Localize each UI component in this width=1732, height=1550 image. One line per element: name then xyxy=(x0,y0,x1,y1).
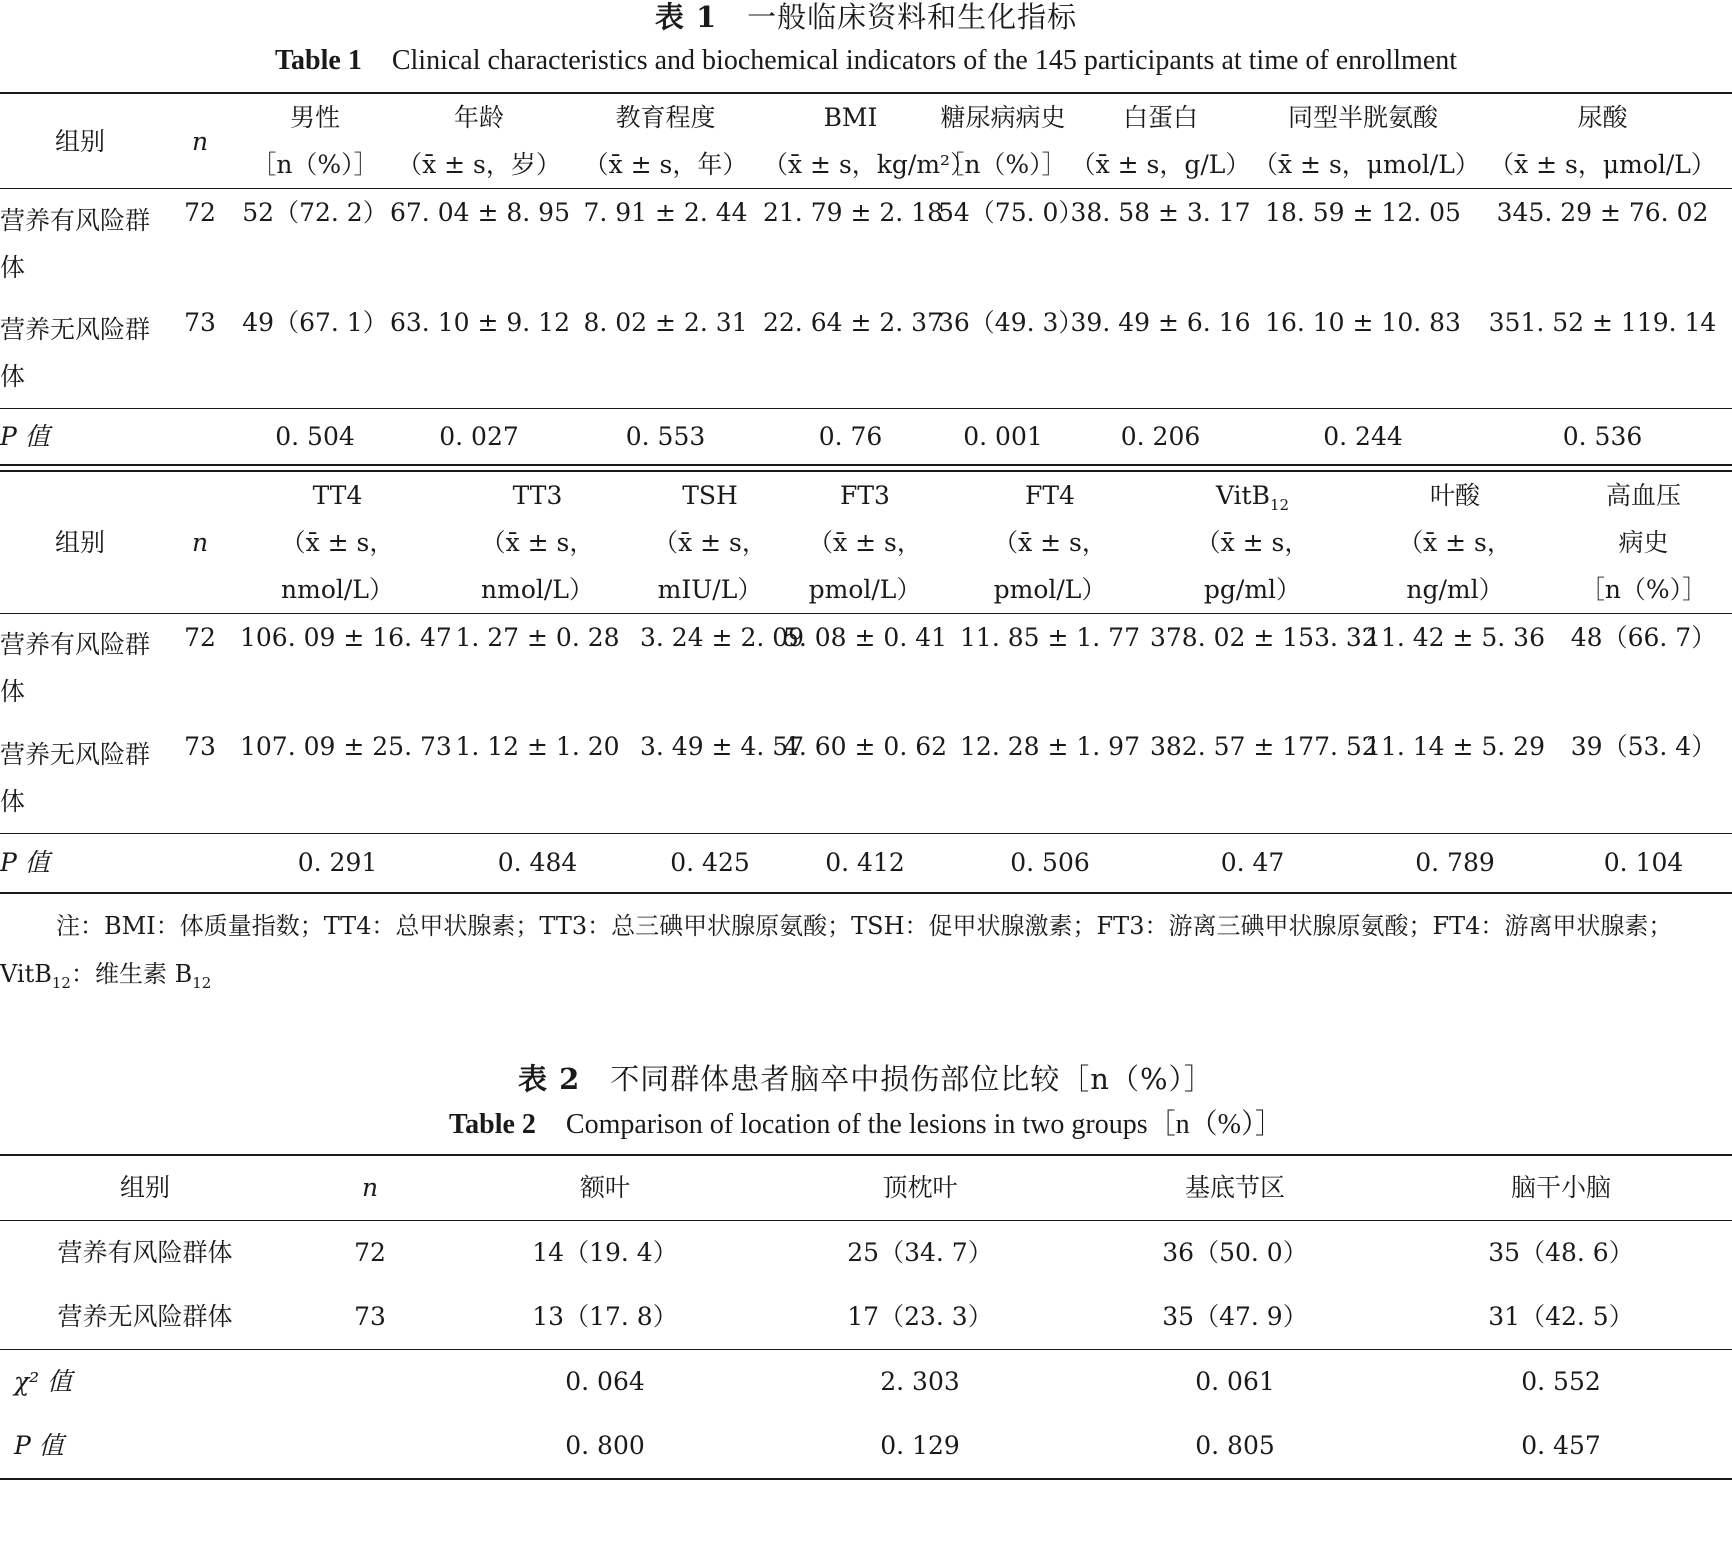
group-cell: 营养有风险群体 xyxy=(0,630,151,707)
value-cell: 106. 09 ± 16. 47 xyxy=(240,622,452,652)
p-value-cell: 0. 47 xyxy=(1220,848,1285,878)
col-unit: ng/ml） xyxy=(1406,574,1504,604)
value-cell: 1. 27 ± 0. 28 xyxy=(455,622,620,652)
p-value-cell: 0. 291 xyxy=(297,848,378,878)
value-cell: 39. 49 ± 6. 16 xyxy=(1070,307,1251,337)
p-value-row xyxy=(0,1414,1732,1479)
chi-value-cell: 0. 064 xyxy=(565,1367,645,1396)
col-unit: ［n（%）］ xyxy=(1579,574,1708,604)
col-unit: ［n（%）］ xyxy=(251,150,379,179)
col-unit: pmol/L） xyxy=(808,574,922,604)
chi-square-row xyxy=(0,1350,1732,1415)
col-header: 额叶 xyxy=(579,1173,630,1202)
table1-label-cn: 表 1 xyxy=(654,0,718,34)
value-cell: 13（17. 8） xyxy=(532,1302,678,1331)
group-cell: 营养无风险群体 xyxy=(57,1302,233,1331)
col-header: TT4 xyxy=(312,480,363,510)
col-header: TT3 xyxy=(512,480,563,510)
table2-label-cn: 表 2 xyxy=(517,1062,581,1096)
p-value-cell: 0. 536 xyxy=(1562,421,1643,451)
col-unit: （x̄ ± s，g/L） xyxy=(1070,150,1251,179)
value-cell: 49（67. 1） xyxy=(242,307,388,337)
n-cell: 72 xyxy=(184,622,216,652)
p-value-cell: 0. 789 xyxy=(1415,848,1495,878)
col-stat: （x̄ ± s， xyxy=(993,527,1107,557)
table2-title-en: Table 2 Comparison of location of the lesions in two groups［n（%）］ xyxy=(449,1109,1283,1140)
table-row xyxy=(0,723,1732,833)
value-cell: 11. 85 ± 1. 77 xyxy=(960,622,1140,652)
table1-title-cn: 表 1 一般临床资料和生化指标 xyxy=(654,0,1078,34)
header-row xyxy=(0,1155,1732,1221)
col-stat: 病史 xyxy=(1618,527,1669,557)
value-cell: 11. 42 ± 5. 36 xyxy=(1365,622,1545,652)
header-row xyxy=(0,471,1732,519)
p-label: P 值 xyxy=(0,848,50,878)
value-cell: 11. 14 ± 5. 29 xyxy=(1365,732,1545,761)
table2-title-cn: 表 2 不同群体患者脑卒中损伤部位比较［n（%）］ xyxy=(517,1062,1214,1096)
col-stat: （x̄ ± s， xyxy=(480,527,595,557)
value-cell: 14（19. 4） xyxy=(532,1238,678,1267)
group-cell: 营养无风险群体 xyxy=(0,315,151,392)
p-value-cell: 0. 001 xyxy=(963,421,1043,451)
col-header: 高血压 xyxy=(1605,480,1681,510)
table-row xyxy=(0,1221,1732,1286)
value-cell: 63. 10 ± 9. 12 xyxy=(390,307,570,337)
col-header: FT3 xyxy=(840,480,890,510)
n-cell: 73 xyxy=(354,1302,386,1331)
col-unit: mIU/L） xyxy=(657,574,763,604)
group-header: 组别 xyxy=(119,1173,170,1202)
col-unit: （x̄ ± s，岁） xyxy=(397,150,561,179)
p-label: P 值 xyxy=(0,421,50,451)
col-header: 顶枕叶 xyxy=(882,1173,958,1202)
value-cell: 351. 52 ± 119. 14 xyxy=(1488,307,1717,337)
chi-label: χ² 值 xyxy=(14,1367,73,1396)
value-cell: 67. 04 ± 8. 95 xyxy=(390,198,570,227)
p-value-cell: 0. 805 xyxy=(1195,1431,1275,1460)
group-cell: 营养有风险群体 xyxy=(0,205,151,282)
col-stat: （x̄ ± s， xyxy=(653,527,767,557)
table1-part1 xyxy=(0,92,1732,466)
p-value-row xyxy=(0,833,1732,893)
col-header: VitB$_{12}$ xyxy=(1215,480,1290,514)
value-cell: 3. 49 ± 4. 57 xyxy=(640,732,805,761)
col-header: 男性 xyxy=(289,103,340,132)
p-value-row xyxy=(0,409,1732,465)
value-cell: 39（53. 4） xyxy=(1570,732,1717,761)
col-unit: （x̄ ± s，μmol/L） xyxy=(1253,150,1480,179)
p-value-cell: 0. 412 xyxy=(825,848,905,878)
n-cell: 72 xyxy=(354,1238,386,1267)
col-header: 基底节区 xyxy=(1184,1173,1285,1202)
p-value-cell: 0. 76 xyxy=(818,421,883,451)
col-header: 同型半胱氨酸 xyxy=(1287,103,1438,132)
col-unit: nmol/L） xyxy=(481,574,594,604)
chi-value-cell: 0. 061 xyxy=(1195,1367,1275,1396)
col-unit: pmol/L） xyxy=(993,574,1107,604)
p-value-cell: 0. 457 xyxy=(1521,1431,1601,1460)
p-value-cell: 0. 244 xyxy=(1323,421,1403,451)
n-cell: 73 xyxy=(184,307,216,337)
col-unit: pg/ml） xyxy=(1203,574,1302,604)
table2-label-en: Table 2 xyxy=(449,1109,536,1140)
table-row xyxy=(0,189,1732,299)
table1-label-en: Table 1 xyxy=(274,45,362,76)
p-value-cell: 0. 027 xyxy=(439,421,519,451)
col-unit: （x̄ ± s，kg/m²） xyxy=(763,150,976,179)
value-cell: 18. 59 ± 12. 05 xyxy=(1265,198,1461,227)
value-cell: 8. 02 ± 2. 31 xyxy=(583,307,748,337)
col-stat: （x̄ ± s， xyxy=(1195,527,1310,557)
p-value-cell: 0. 506 xyxy=(1010,848,1090,878)
table-row xyxy=(0,613,1732,723)
table-row xyxy=(0,299,1732,409)
value-cell: 1. 12 ± 1. 20 xyxy=(455,732,620,761)
table2 xyxy=(0,1154,1732,1480)
header-row-units xyxy=(0,141,1732,189)
col-header: 糖尿病病史 xyxy=(940,103,1066,132)
table1-title-en: Table 1 Clinical characteristics and biochemical indicators of the 145 participants at time of enrollment xyxy=(274,45,1458,76)
col-unit: （x̄ ± s，μmol/L） xyxy=(1489,150,1716,179)
value-cell: 52（72. 2） xyxy=(242,198,388,227)
header-row-stat xyxy=(0,519,1732,566)
table1-footnote: 注：BMI：体质量指数；TT4：总甲状腺素；TT3：总三碘甲状腺原氨酸；TSH：促甲状腺激素；FT3：游离三碘甲状腺原氨酸；FT4：游离甲状腺素；VitB$_{12}$：维生素 $B_{12}$ xyxy=(0,912,1673,992)
col-header: 脑干小脑 xyxy=(1510,1173,1611,1202)
p-value-cell: 0. 800 xyxy=(565,1431,645,1460)
value-cell: 48（66. 7） xyxy=(1570,622,1717,652)
p-value-cell: 0. 206 xyxy=(1120,421,1201,451)
col-unit: nmol/L） xyxy=(281,574,394,604)
col-unit: ［n（%）］ xyxy=(939,150,1067,179)
col-stat: （x̄ ± s， xyxy=(808,527,922,557)
col-stat: （x̄ ± s， xyxy=(280,527,395,557)
col-header: FT4 xyxy=(1025,480,1075,510)
value-cell: 25（34. 7） xyxy=(847,1238,993,1267)
value-cell: 36（49. 3） xyxy=(938,307,1084,337)
value-cell: 3. 24 ± 2. 09 xyxy=(640,622,805,652)
col-header: TSH xyxy=(682,480,738,510)
value-cell: 7. 91 ± 2. 44 xyxy=(583,198,748,227)
n-header: n xyxy=(361,1173,379,1202)
col-stat: （x̄ ± s， xyxy=(1398,527,1512,557)
value-cell: 4. 60 ± 0. 62 xyxy=(782,732,948,761)
n-cell: 73 xyxy=(184,732,216,761)
p-value-cell: 0. 425 xyxy=(670,848,750,878)
group-header: 组别 xyxy=(54,126,105,156)
table1-part2 xyxy=(0,470,1732,895)
p-value-cell: 0. 553 xyxy=(625,421,706,451)
p-value-cell: 0. 129 xyxy=(880,1431,960,1460)
value-cell: 107. 09 ± 25. 73 xyxy=(240,732,452,761)
value-cell: 36（50. 0） xyxy=(1162,1238,1308,1267)
col-header: 年龄 xyxy=(453,103,504,132)
value-cell: 38. 58 ± 3. 17 xyxy=(1070,198,1251,227)
n-header: n xyxy=(191,527,209,557)
p-value-cell: 0. 104 xyxy=(1603,848,1684,878)
value-cell: 54（75. 0） xyxy=(938,198,1084,227)
col-header: 教育程度 xyxy=(615,103,716,132)
chi-value-cell: 2. 303 xyxy=(880,1367,960,1396)
value-cell: 31（42. 5） xyxy=(1488,1302,1634,1331)
group-cell: 营养有风险群体 xyxy=(57,1238,233,1267)
value-cell: 35（47. 9） xyxy=(1162,1302,1308,1331)
col-header: 尿酸 xyxy=(1577,103,1628,132)
col-header: BMI xyxy=(823,103,878,132)
table-row xyxy=(0,1285,1732,1350)
value-cell: 5. 08 ± 0. 41 xyxy=(782,622,948,652)
value-cell: 21. 79 ± 2. 18 xyxy=(763,198,943,227)
chi-value-cell: 0. 552 xyxy=(1521,1367,1601,1396)
n-cell: 72 xyxy=(184,198,216,227)
header-row-units xyxy=(0,566,1732,614)
p-value-cell: 0. 484 xyxy=(497,848,578,878)
group-cell: 营养无风险群体 xyxy=(0,739,151,816)
value-cell: 35（48. 6） xyxy=(1488,1238,1634,1267)
value-cell: 17（23. 3） xyxy=(847,1302,993,1331)
header-row xyxy=(0,93,1732,141)
p-label: P 值 xyxy=(14,1431,64,1460)
col-header: 白蛋白 xyxy=(1122,103,1198,132)
n-header: n xyxy=(191,126,209,156)
p-value-cell: 0. 504 xyxy=(275,421,355,451)
value-cell: 345. 29 ± 76. 02 xyxy=(1496,198,1709,227)
group-header: 组别 xyxy=(54,527,105,557)
value-cell: 12. 28 ± 1. 97 xyxy=(960,732,1140,761)
col-unit: （x̄ ± s，年） xyxy=(583,150,748,179)
value-cell: 382. 57 ± 177. 52 xyxy=(1150,732,1378,761)
value-cell: 22. 64 ± 2. 37 xyxy=(763,307,943,337)
value-cell: 16. 10 ± 10. 83 xyxy=(1265,307,1461,337)
col-header: 叶酸 xyxy=(1429,480,1480,510)
value-cell: 378. 02 ± 153. 32 xyxy=(1150,622,1378,652)
